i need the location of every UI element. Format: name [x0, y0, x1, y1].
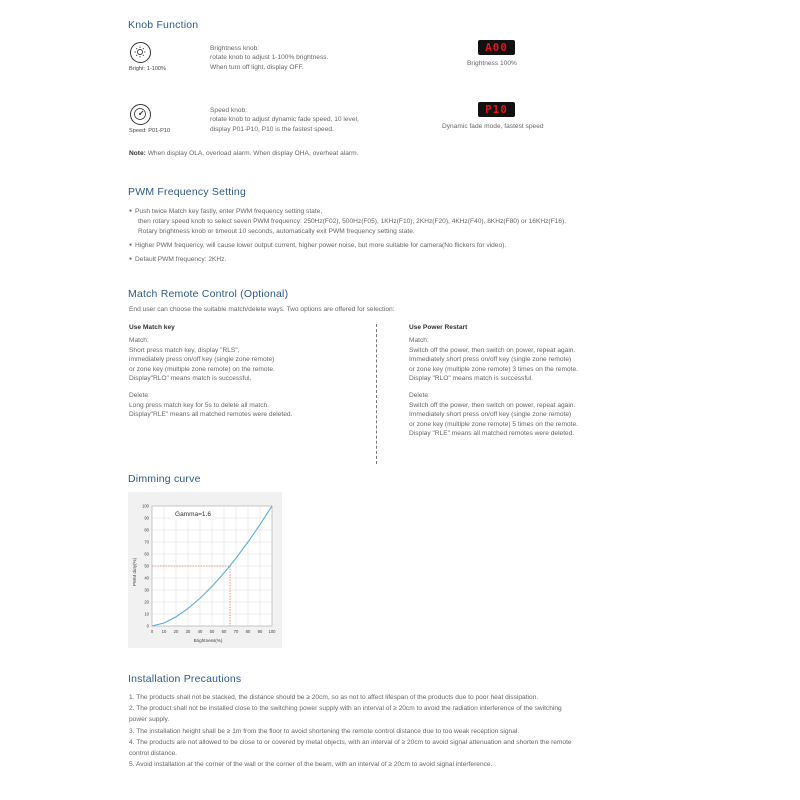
brightness-led-display: [478, 40, 515, 55]
curve-point: [188, 608, 189, 609]
curve-point: [272, 506, 273, 507]
left-delete-line: Delete:: [129, 392, 150, 400]
right-delete-line: Switch off the power, then switch on power, repeat again.: [409, 401, 576, 409]
left-match-line: or zone key (multiple zone remote) on the remote.: [129, 365, 275, 373]
install-item: 1. The products shall not be stacked, the distance should be ≥ 20cm, so as not to affect lifespan of the products due to poor heat dissipation.: [129, 694, 539, 701]
right-match-line: Switch off the power, then switch on power, repeat again.: [409, 346, 576, 354]
right-delete-line: Immediately short press on/off key (single zone remote): [409, 411, 572, 419]
brightness-desc-line: Brightness knob:: [210, 45, 260, 52]
speed-desc-line: rotate knob to adjust dynamic fade speed, 10 level,: [210, 116, 359, 124]
left-match-line: Match:: [129, 337, 149, 345]
brightness-desc-line: rotate knob to adjust 1-100% brightness.: [210, 54, 329, 62]
knob-function-title: Knob Function: [128, 19, 199, 31]
speed-desc-line: Speed knob:: [210, 107, 248, 114]
install-item: 3. The installation height shall be ≥ 1m from the floor to avoid shortening the remote control distance due to too weak reception signal.: [129, 727, 520, 735]
pwm-bullet: ● Higher PWM frequency, will cause lower output current, higher power noise, but more suitable for camera(No flickers for video).: [129, 241, 566, 251]
left-match-line: Display"RLO" means match is successful.: [129, 375, 252, 383]
left-match-line: immediately press on/off key (single zone remote): [129, 356, 275, 364]
x-axis-label: Brightness(%): [193, 638, 223, 643]
x-tick-label: 80: [245, 629, 251, 634]
gamma-annotation: Gamma=1.6: [175, 511, 211, 518]
x-tick-label: 90: [257, 629, 263, 634]
install-item: 2. The product shall not be installed close to the switching power supply with an interval of ≥ 20cm to avoid the radiation interference of the switching: [129, 705, 562, 713]
pwm-bullet-cont: Rotary brightness knob or timeout 10 seconds, automatically exit PWM frequency setting state.: [138, 227, 415, 235]
left-delete-line: Long press match key for 5s to delete all match.: [129, 401, 270, 409]
brightness-desc-line: When turn off light, display OFF.: [210, 63, 304, 71]
speed-display-caption: Dynamic fade mode, fastest speed: [442, 123, 544, 130]
y-tick-label: 10: [144, 611, 149, 617]
install-item: power supply.: [129, 716, 170, 724]
brightness-knob-caption: Bright: 1-100%: [129, 66, 167, 72]
y-tick-label: 70: [144, 539, 149, 545]
brightness-knob-icon: [130, 42, 151, 63]
column-divider: [376, 324, 377, 464]
brightness-knob-description: [210, 44, 328, 72]
match-right-column: [409, 323, 578, 438]
y-tick-label: 0: [146, 623, 149, 629]
match-intro: End user can choose the suitable match/delete ways. Two options are offered for selection:: [129, 306, 395, 313]
use-power-restart-heading: Use Power Restart: [409, 324, 468, 331]
y-tick-label: 20: [144, 599, 149, 605]
y-tick-label: 30: [144, 587, 149, 593]
x-tick-label: 70: [233, 629, 239, 634]
pwm-bullet: ● Push twice Match key fastly, enter PWM frequency setting state,: [129, 207, 566, 217]
x-tick-label: 100: [268, 629, 276, 634]
right-match-line: or zone key (multiple zone remote) 3 times on the remote.: [409, 365, 578, 373]
curve-point: [230, 565, 231, 566]
curve-point: [260, 524, 261, 525]
x-tick-label: 0: [150, 629, 154, 634]
y-tick-label: 40: [144, 575, 149, 581]
dimming-section-title: Dimming curve: [128, 473, 201, 485]
speed-desc-line: display P01-P10, P10 is the fastest speed.: [210, 125, 334, 133]
curve-point: [212, 586, 213, 587]
note-label: Note:: [129, 150, 146, 157]
y-axis-label: PWM duty(%): [132, 557, 137, 587]
x-tick-label: 60: [221, 629, 227, 634]
pwm-bullets: [129, 207, 566, 265]
brightness-display-caption: Brightness 100%: [467, 60, 517, 67]
install-section-title: Installation Precautions: [128, 673, 242, 685]
right-match-line: Immediately short press on/off key (single zone remote): [409, 356, 572, 364]
right-match-line: Match:: [409, 337, 429, 345]
pwm-section-title: PWM Frequency Setting: [128, 186, 246, 198]
right-match-line: Display "RLO" means match is successful.: [409, 375, 534, 383]
x-tick-label: 40: [197, 629, 203, 634]
left-delete-line: Display"RLE" means all matched remotes were deleted.: [129, 411, 293, 419]
match-left-column: [129, 323, 292, 420]
speed-display-text: P10: [485, 103, 508, 116]
speed-knob-icon: [130, 104, 151, 125]
knob-note: [129, 149, 358, 158]
speed-led-display: [478, 102, 515, 117]
x-tick-label: 30: [185, 629, 191, 634]
right-delete-line: or zone key (multiple zone remote) 5 times on the remote.: [409, 420, 578, 428]
match-section-title: Match Remote Control (Optional): [128, 288, 289, 300]
right-delete-line: Display "RLE" means all matched remotes were deleted.: [409, 430, 575, 438]
curve-point: [236, 558, 237, 559]
left-match-line: Short press match key, display "RLS",: [129, 346, 240, 354]
curve-point: [248, 542, 249, 543]
y-tick-label: 100: [142, 503, 149, 509]
y-tick-label: 60: [144, 551, 149, 557]
install-item: 5. Avoid installation at the corner of the wall or the corner of the beam, with an interval of ≥ 20cm to avoid signal interference.: [129, 761, 493, 769]
dimming-curve-chart: [128, 492, 282, 648]
x-tick-label: 50: [209, 629, 215, 634]
speed-knob-description: [210, 106, 359, 134]
brightness-display-text: A00: [485, 41, 508, 54]
y-tick-label: 50: [144, 563, 149, 569]
x-tick-label: 20: [173, 629, 179, 634]
note-text: When display OLA, overload alarm. When display OHA, overheat alarm.: [145, 150, 359, 157]
y-tick-label: 80: [144, 527, 149, 533]
use-match-key-heading: Use Match key: [129, 324, 175, 331]
install-item: control distance.: [129, 750, 178, 758]
curve-point: [164, 623, 165, 624]
x-tick-label: 10: [161, 629, 167, 634]
speed-knob-caption: Speed: P01-P10: [129, 128, 171, 134]
pwm-bullet: ● Default PWM frequency: 2KHz.: [129, 255, 566, 265]
y-tick-label: 90: [144, 515, 149, 521]
curve-point: [224, 573, 225, 574]
curve-point: [152, 626, 153, 627]
install-item: 4. The products are not allowed to be close to or covered by metal objects, with an interval of ≥ 20cm to avoid signal attenuation and shorten the remote: [129, 738, 572, 746]
right-delete-line: Delete:: [409, 392, 430, 400]
pwm-bullet-cont: then rotary speed knob to select seven PWM frequency: 250Hz(F02), 500Hz(F05), 1KHz(F10), 2KHz(F20), 4KHz(F40), 8KHz(F80) or 16KHz(F16).: [138, 218, 567, 226]
install-list: [129, 692, 572, 770]
curve-point: [200, 598, 201, 599]
curve-point: [176, 617, 177, 618]
